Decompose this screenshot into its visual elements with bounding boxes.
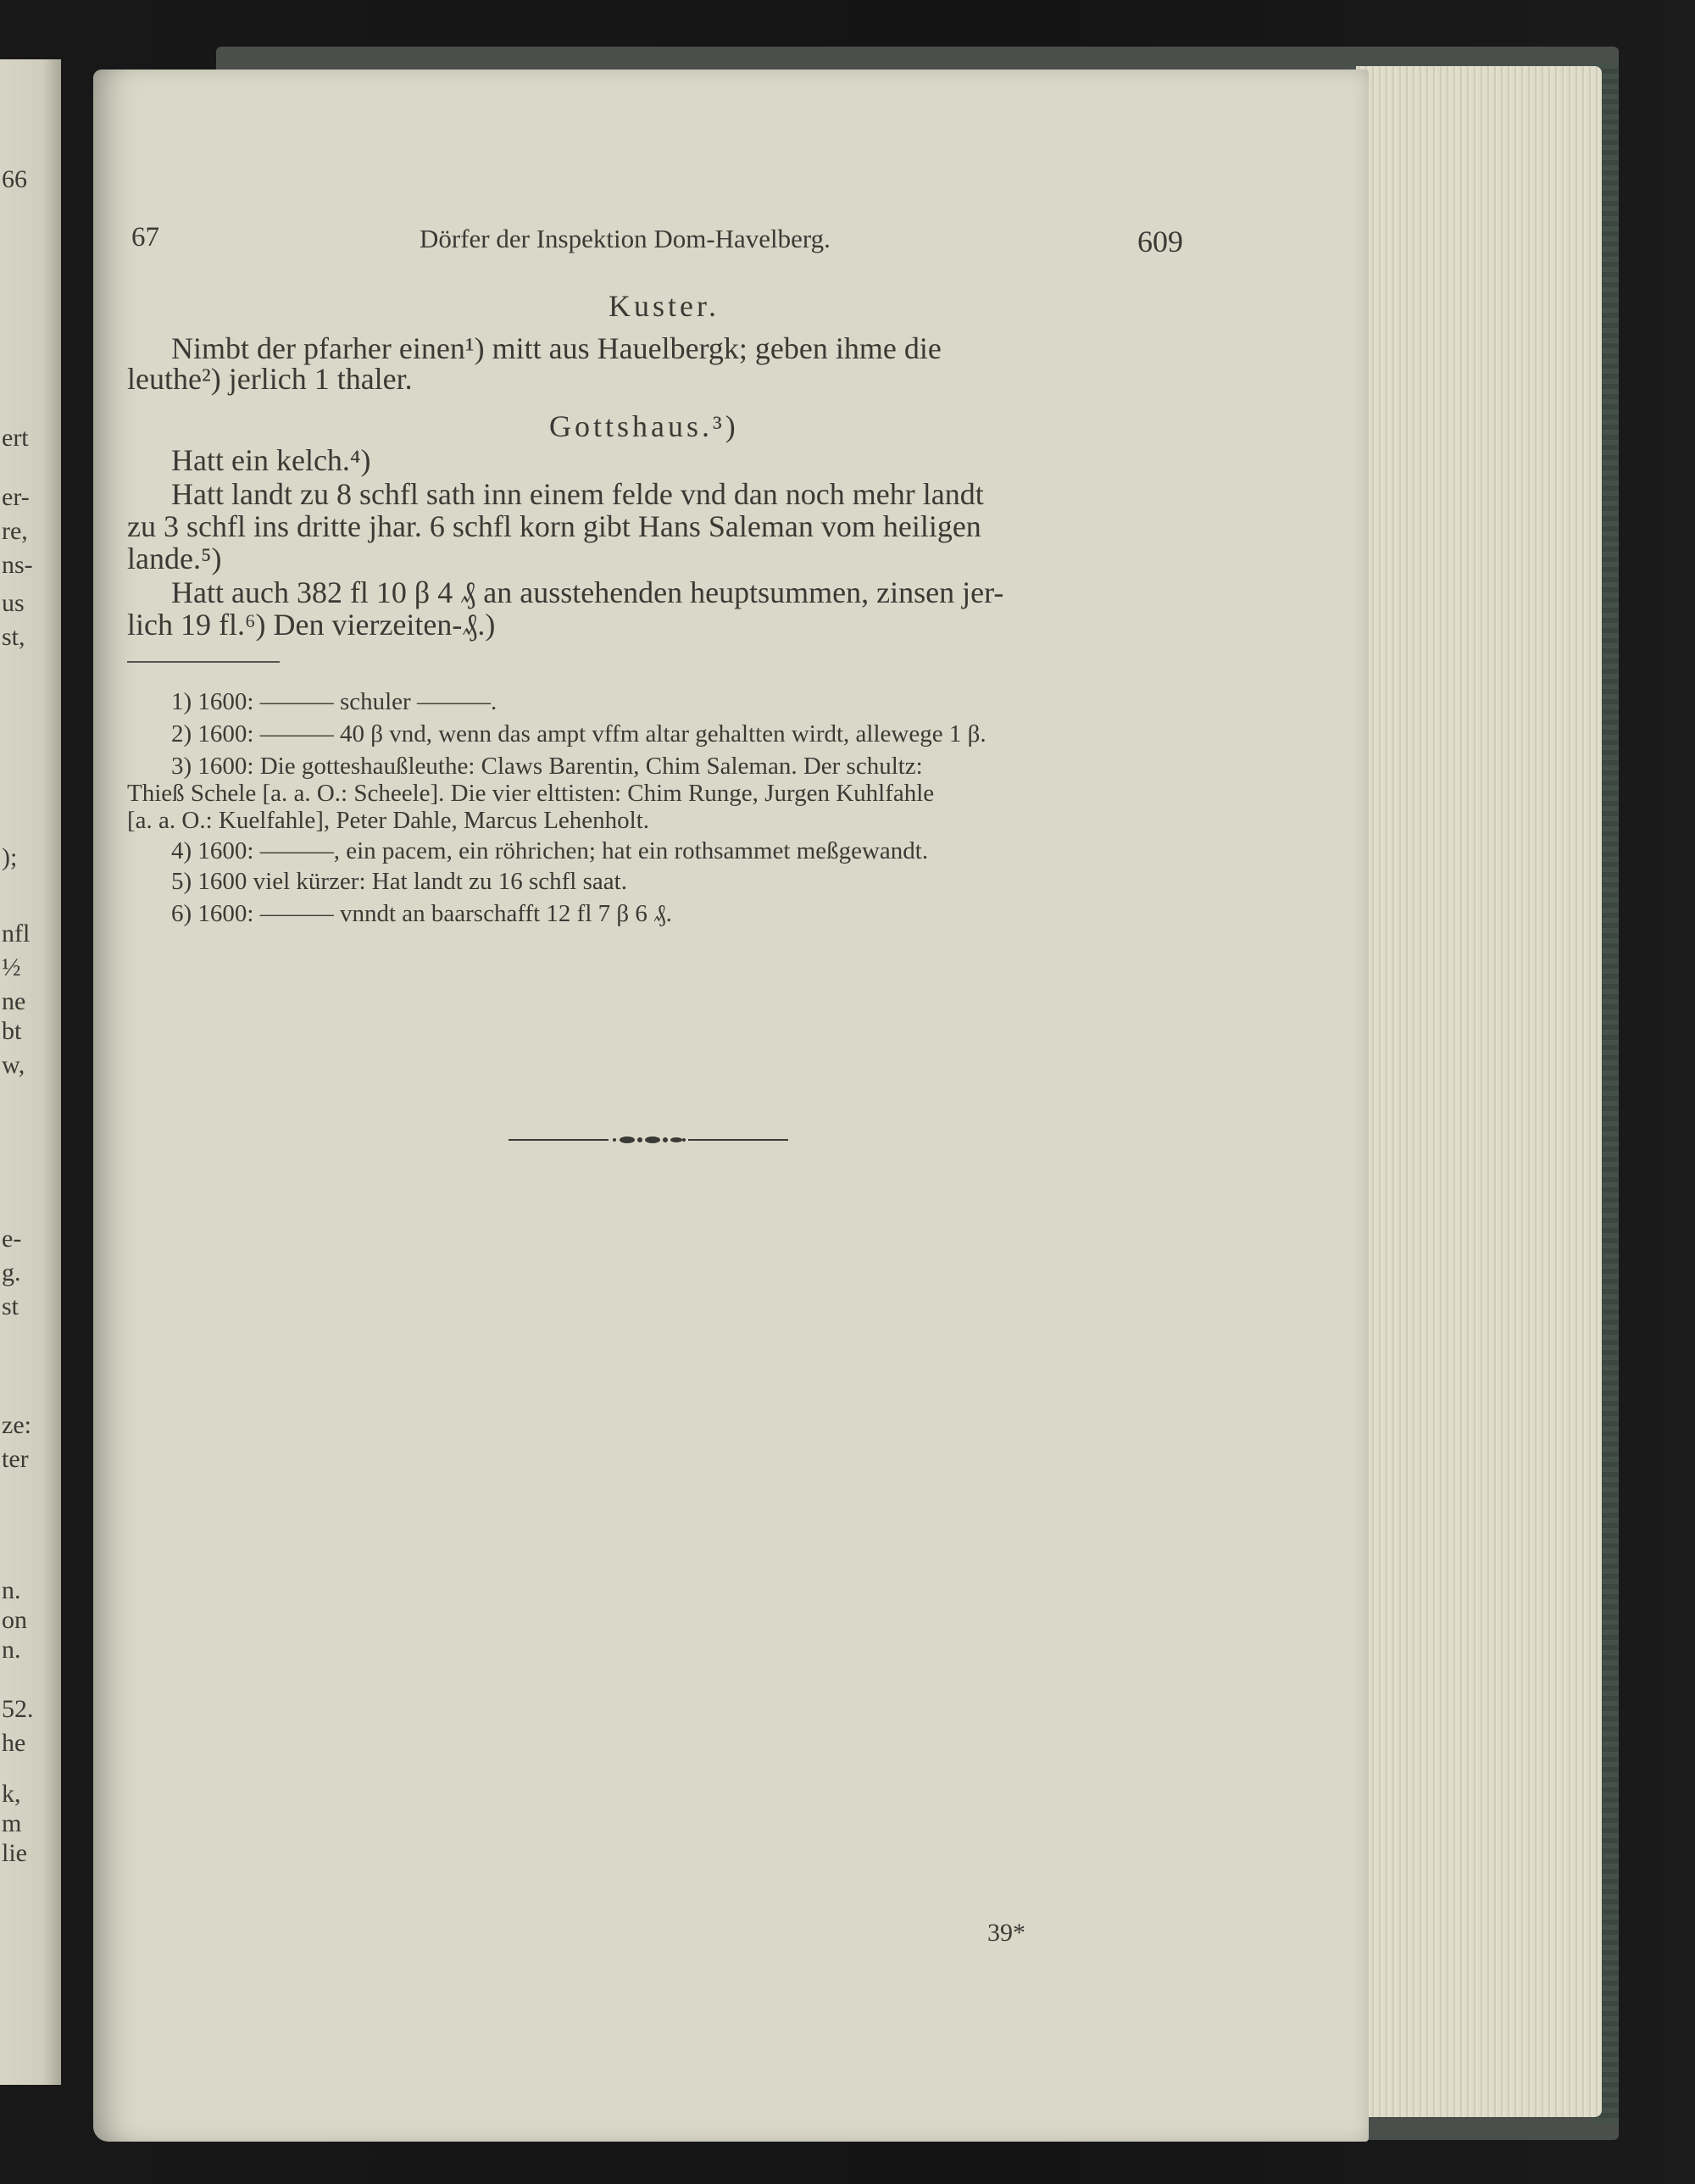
previous-page-fragment: ter (2, 1445, 29, 1473)
previous-page-fragment: 52. (2, 1695, 34, 1723)
footnote-3-cont: Thieß Schele [a. a. O.: Scheele]. Die vier elttisten: Chim Runge, Jurgen Kuhlfahle (127, 780, 935, 807)
previous-page-fragment: on (2, 1606, 27, 1634)
previous-page-fragment: n. (2, 1636, 21, 1664)
body-line: leuthe²) jerlich 1 thaler. (127, 362, 413, 396)
previous-page-fragment: st, (2, 623, 25, 651)
previous-page-fragment: st (2, 1292, 19, 1320)
page-number: 609 (1137, 225, 1183, 258)
body-line: Hatt auch 382 fl 10 β 4 ₰ an ausstehenden heuptsummen, zinsen jer- (171, 575, 1004, 609)
footnote-2: 2) 1600: ——— 40 β vnd, wenn das ampt vffm altar gehaltten wirdt, allewege 1 β. (171, 720, 986, 747)
section-heading-gottshaus: Gottshaus.³) (549, 409, 739, 443)
footnote-5: 5) 1600 viel kürzer: Hat landt zu 16 schfl saat. (171, 868, 627, 895)
body-line: lande.⁵) (127, 542, 222, 575)
previous-page-fragment: n. (2, 1576, 21, 1604)
previous-page-fragment: he (2, 1729, 26, 1757)
body-line: lich 19 fl.⁶) Den vierzeiten-₰.) (127, 608, 496, 642)
previous-page-fragment: g. (2, 1259, 21, 1287)
previous-page-edge (0, 59, 61, 2085)
previous-page-fragment: ½ (2, 953, 21, 981)
previous-page-fragment: nfl (2, 920, 31, 948)
body-line: Nimbt der pfarher einen¹) mitt aus Hauelbergk; geben ihme die (171, 331, 942, 365)
previous-page-fragment: us (2, 589, 25, 617)
body-line: zu 3 schfl ins dritte jhar. 6 schfl korn gibt Hans Saleman vom heiligen (127, 509, 981, 543)
previous-page-fragment: lie (2, 1839, 27, 1867)
body-line: Hatt ein kelch.⁴) (171, 443, 371, 477)
previous-page-fragment: ert (2, 424, 29, 452)
footnote-separator (127, 661, 280, 663)
previous-page-fragment: ); (2, 843, 18, 871)
running-title: Dörfer der Inspektion Dom-Havelberg. (420, 224, 831, 253)
previous-page-fragment: e- (2, 1225, 22, 1253)
footnote-3-cont: [a. a. O.: Kuelfahle], Peter Dahle, Marcus Lehenholt. (127, 807, 650, 834)
previous-page-fragment: er- (2, 483, 30, 511)
body-line: Hatt landt zu 8 schfl sath inn einem felde vnd dan noch mehr landt (171, 477, 984, 511)
footnote-6: 6) 1600: ——— vnndt an baarschafft 12 fl 7 β 6 ₰. (171, 900, 672, 927)
previous-page-fragment: ns- (2, 551, 33, 579)
footnote-4: 4) 1600: ———, ein pacem, ein röhrichen; hat ein rothsammet meßgewandt. (171, 837, 929, 864)
footnote-1: 1) 1600: ——— schuler ———. (171, 688, 497, 715)
footnote-3: 3) 1600: Die gotteshaußleuthe: Claws Barentin, Chim Saleman. Der schultz: (171, 753, 923, 780)
previous-page-fragment: w, (2, 1051, 25, 1079)
ornament-divider (508, 1134, 788, 1146)
previous-page-fragment: 66 (2, 165, 27, 193)
page-edge-stack (1356, 66, 1602, 2117)
previous-page-fragment: ze: (2, 1411, 31, 1439)
previous-page-fragment: ne (2, 987, 26, 1015)
running-page-left-number: 67 (131, 222, 159, 253)
previous-page-fragment: bt (2, 1017, 22, 1045)
previous-page-fragment: k, (2, 1780, 21, 1808)
previous-page-fragment: re, (2, 517, 28, 545)
book-page (93, 69, 1369, 2142)
previous-page-fragment: m (2, 1809, 22, 1837)
section-heading-kuster: Kuster. (609, 289, 720, 323)
signature-mark: 39* (987, 1919, 1025, 1947)
